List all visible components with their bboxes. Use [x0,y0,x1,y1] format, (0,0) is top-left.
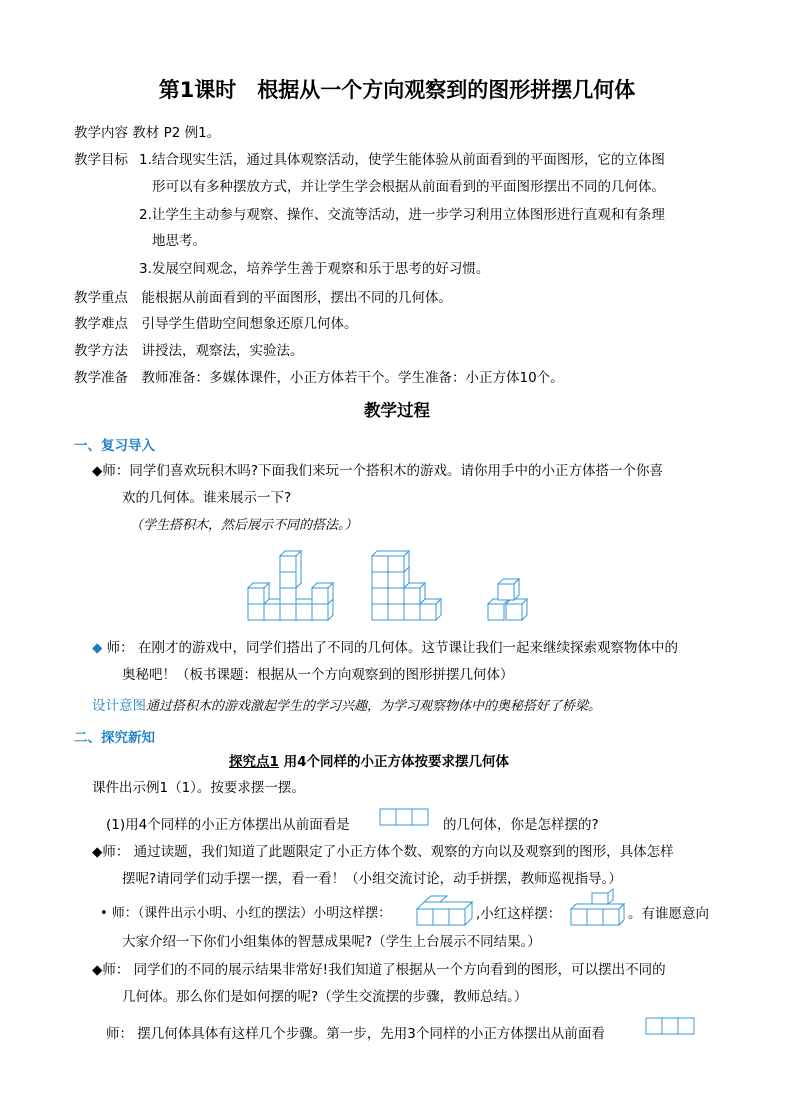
explore-point-1 [229,752,509,772]
s2-para-2-line-2: 摆呢?请同学们动手摆一摆，看一看！（小组交流讨论，动手拼摆，教师巡视指导。） [122,871,622,887]
goal-1-line-2: 形可以有多种摆放方式，并让学生学会根据从前面看到的平面图形摆出不同的几何体。 [152,179,665,195]
diamond-bullet-icon: ◆ [92,640,103,656]
s1-para-2-line-2: 奥秘吧！（板书课题：根据从一个方向观察到的图形拼摆几何体） [122,667,514,683]
explore-point-label: 探究点1 [229,754,279,770]
s1-para-1-note: （学生搭积木，然后展示不同的搭法。） [130,518,358,533]
teaching-key: 教学重点 能根据从前面看到的平面图形，摆出不同的几何体。 [74,290,452,306]
explore-point-title: 用4个同样的小正方体按要求摆几何体 [278,754,509,770]
goal-2-line-2: 地思考。 [152,233,206,249]
s1-para-1-line-2: 欢的几何体。谁来展示一下? [122,490,292,506]
xiaoming-arrangement-figure [416,895,472,927]
block-figure-2 [372,548,462,622]
teaching-content: 教学内容 教材 P2 例1。 [74,125,221,141]
block-figure-3 [488,572,538,622]
section-1-heading: 一、复习导入 [74,438,155,454]
goal-2-line-1: 2.让学生主动参与观察、操作、交流等活动，进一步学习利用立体图形进行直观和有条理 [139,207,665,223]
s2-para-5: 师： 摆几何体具体有这样几个步骤。第一步，先用3个同样的小正方体摆出从前面看 [106,1026,605,1042]
s2-para-3-part-1: • 师：（课件出示小明、小红的摆法）小明这样摆： [100,906,392,921]
question-1-start: (1)用4个同样的小正方体摆出从前面看是 [106,817,350,833]
front-view-three-squares-icon [379,808,431,826]
s2-para-3-part-2: ,小红这样摆： [476,906,562,922]
goal-3: 3.发展空间观念，培养学生善于观察和乐于思考的好习惯。 [139,261,490,277]
goal-1-line-1: 1.结合现实生活，通过具体观察活动，使学生能体验从前面看到的平面图形，它的立体图 [139,152,665,168]
design-intent-text: 通过搭积木的游戏激起学生的学习兴趣，为学习观察物体中的奥秘搭好了桥梁。 [146,699,602,714]
s2-para-2-line-1: ◆师： 通过读题，我们知道了此题限定了小正方体个数、观察的方向以及观察到的图形，具体怎样 [92,844,674,860]
teaching-prep: 教学准备 教师准备：多媒体课件，小正方体若干个。学生准备：小正方体10个。 [74,370,564,386]
teaching-goal-label: 教学目标 [74,152,128,168]
s2-para-1: 课件出示例1（1）。按要求摆一摆。 [92,780,305,796]
block-figure-1 [248,548,338,622]
teaching-difficulty: 教学难点 引导学生借助空间想象还原几何体。 [74,316,358,332]
s2-para-3-part-3: 。有谁愿意向 [628,906,709,922]
section-2-heading: 二、探究新知 [74,730,155,746]
s1-para-1-line-1: ◆师：同学们喜欢玩积木吗?下面我们来玩一个搭积木的游戏。请你用手中的小正方体搭一个你喜 [92,463,664,479]
xiaohong-arrangement-figure [570,893,632,927]
process-heading: 教学过程 [364,401,430,420]
page-title: 第1课时 根据从一个方向观察到的图形拼摆几何体 [158,78,636,102]
s1-para-2-line-1 [92,638,678,658]
teaching-method: 教学方法 讲授法，观察法，实验法。 [74,343,304,359]
design-intent [92,696,601,717]
s2-para-4-line-2: 几何体。那么你们是如何摆的呢?（学生交流摆的步骤，教师总结。） [122,989,528,1005]
design-intent-label: 设计意图 [92,698,146,714]
front-view-three-squares-icon-2 [645,1017,697,1035]
s2-para-4-line-1: ◆师： 同学们的不同的展示结果非常好!我们知道了根据从一个方向看到的图形，可以摆出不同的 [92,962,666,978]
question-1-end: 的几何体，你是怎样摆的? [443,817,599,833]
s1-para-2-text: 师： 在刚才的游戏中，同学们搭出了不同的几何体。这节课让我们一起来继续探索观察物体中的 [102,640,678,656]
s2-para-3-line-2: 大家介绍一下你们小组集体的智慧成果呢?（学生上台展示不同结果。） [122,934,541,950]
